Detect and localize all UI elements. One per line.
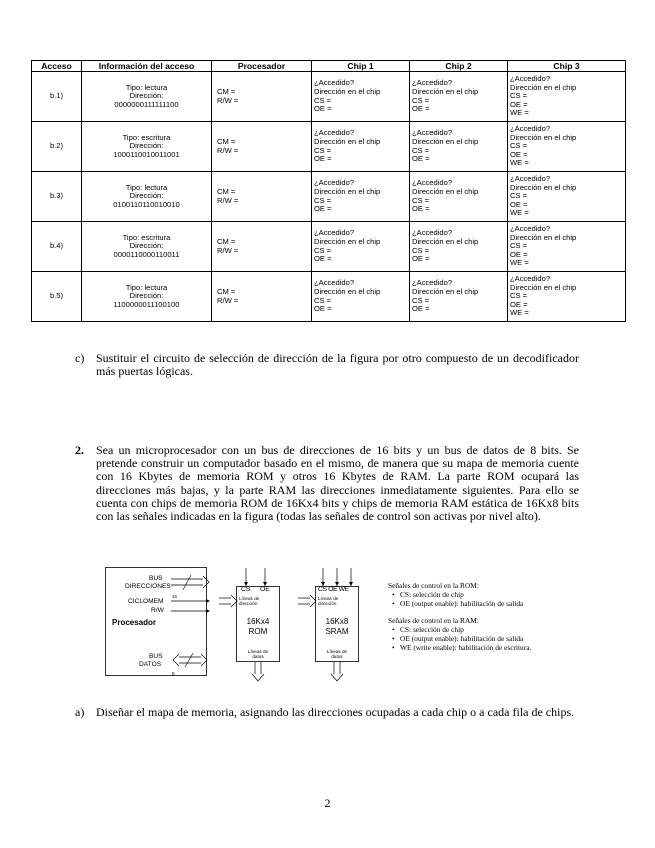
chip-field: Dirección en el chip [412,286,479,296]
chip-field: OE = [510,249,528,259]
cell-procesador [212,72,312,122]
address-value: 1100000011100100 [113,299,180,309]
chip-field: ¿Accedido? [412,78,453,88]
chip-field: ¿Accedido? [412,228,453,238]
chip-field: OE = [510,199,528,209]
chip-field: OE = [412,304,430,314]
chip-field: ¿Accedido? [510,274,551,284]
chip-field: OE = [510,299,528,309]
access-type: Tipo: lectura [125,182,168,192]
cell-info [82,272,212,322]
address-label: Dirección: [129,91,164,101]
item-a-label: a) [75,705,85,719]
bus-datos-width: 8 [172,671,175,676]
chip-field: Dirección en el chip [510,282,577,292]
chip-field: CS = [314,245,332,255]
chip-field: WE = [510,208,529,218]
sram-data-lines-2: datos [331,654,343,659]
header-acceso: Acceso [32,61,82,72]
chip-field: CS = [510,291,528,301]
rom-name: ROM [248,627,268,636]
rom-notes-title: Señales de control en la ROM: [388,581,479,590]
sram-address-lines-2: dirección [318,601,337,606]
chip-field: OE = [314,104,332,114]
table-row [32,222,626,272]
chip-field: ¿Accedido? [412,128,453,138]
table-row [32,272,626,322]
sram-size: 16Kx8 [325,617,349,626]
cell-acceso: b.4) [32,222,82,272]
cell-chip3 [508,222,626,272]
chip-field: CS = [314,295,332,305]
cell-procesador [212,172,312,222]
ram-notes-title: Señales de control en la RAM: [388,615,479,625]
cell-acceso: b.5) [32,272,82,322]
proc-signal: CM = [217,186,236,196]
chip-field: OE = [510,99,528,109]
chip-field: CS = [412,145,430,155]
chip-field: OE = [314,254,332,264]
rom-data-lines-1: Líneas de [247,649,269,654]
chip-field: Dirección en el chip [314,236,381,246]
cell-acceso: b.3) [32,172,82,222]
ram-note-item: • WE (write enable): habilitación de escritura. [388,643,531,652]
cell-chip3 [508,122,626,172]
item-c-text: Sustituir el circuito de selección de dirección de la figura por otro compuesto de un decodificador más puertas lógicas. [96,351,579,379]
header-procesador: Procesador [212,61,312,72]
chip-field: CS = [510,91,528,101]
chip-field: Dirección en el chip [510,182,577,192]
proc-signal: R/W = [217,195,239,205]
sram-address-lines [318,596,338,606]
chip-field: Dirección en el chip [510,232,577,242]
cell-chip1 [312,172,410,222]
chip-field: Dirección en el chip [314,286,381,296]
chip-field: CS = [412,295,430,305]
access-type: Tipo: escritura [122,132,171,142]
header-informacion: Información del acceso [82,61,212,72]
cell-procesador [212,272,312,322]
address-value: 0000110000110011 [113,249,180,259]
access-type: Tipo: lectura [125,82,168,92]
chip-field: CS = [412,95,430,105]
header-chip2: Chip 2 [410,61,508,72]
sram-address-lines-1: Líneas de [318,596,339,601]
cell-info [82,172,212,222]
rom-data-lines [236,649,280,659]
chip-field: CS = [314,145,332,155]
rom-size: 16Kx4 [246,617,270,626]
proc-signal: R/W = [217,295,239,305]
cell-chip2 [410,122,508,172]
sram-data-lines [315,649,359,659]
chip-field: Dirección en el chip [412,186,479,196]
page-number: 2 [324,796,331,810]
chip-field: ¿Accedido? [314,278,355,288]
item-c-label: c) [75,351,85,365]
cell-info [82,222,212,272]
cell-chip1 [312,72,410,122]
chip-field: Dirección en el chip [412,236,479,246]
address-label: Dirección: [129,291,164,301]
problem-2-text: Sea un microprocesador con un bus de direcciones de 16 bits y un bus de datos de 8 bits. Se pretende construir un computador basado en el mismo, de manera que su mapa de memoria cuente con 16 Kbytes de memoria ROM y otros 16 Kbytes de RAM. La parte ROM ocupará las direcciones más bajas, y la parte RAM las direcciones inmediatamente siguientes. Para ello se cuenta con chips de memoria ROM de 16Kx4 bits y chips de memoria RAM estática de 16Kx8 bits con las señales indicadas en la figura (todas las señales de control son activas por nivel alto). [96,443,579,524]
sram-name: SRAM [325,627,349,636]
cell-chip2 [410,272,508,322]
rom-note-item: • CS: selección de chip [388,590,531,599]
proc-signal: R/W = [217,95,239,105]
chip-field: ¿Accedido? [314,128,355,138]
chip-field: Dirección en el chip [314,186,381,196]
bus-datos-label-2: DATOS [139,661,162,668]
proc-signal: CM = [217,86,236,96]
cell-chip2 [410,72,508,122]
proc-signal: CM = [217,286,236,296]
table-row [32,172,626,222]
cell-acceso: b.2) [32,122,82,172]
chip-field: ¿Accedido? [314,178,355,188]
chip-field: OE = [510,149,528,159]
chip-field: OE = [412,204,430,214]
chip-field: Dirección en el chip [314,136,381,146]
bus-dir-width: 16 [172,594,178,599]
cell-chip2 [410,172,508,222]
control-signal-notes [388,581,531,652]
rom-data-lines-2: datos [252,654,264,659]
header-chip3: Chip 3 [508,61,626,72]
bus-dir-label-1: BUS [149,575,163,582]
chip-field: Dirección en el chip [314,86,381,96]
memory-diagram [105,565,405,690]
address-value: 0000000111111100 [114,99,179,109]
address-label: Dirección: [129,241,164,251]
address-label: Dirección: [129,141,164,151]
cell-procesador [212,222,312,272]
access-type: Tipo: escritura [122,232,171,242]
address-label: Dirección: [129,191,164,201]
table-header-row [32,61,626,72]
chip-field: CS = [314,95,332,105]
cell-procesador [212,122,312,172]
chip-field: CS = [510,141,528,151]
chip-field: WE = [510,108,529,118]
chip-field: OE = [314,304,332,314]
access-type: Tipo: lectura [125,282,168,292]
address-value: 1000110010011001 [113,149,180,159]
processor-title: Procesador [112,618,157,627]
chip-field: ¿Accedido? [412,278,453,288]
chip-field: ¿Accedido? [510,174,551,184]
rom-note-item: • OE (output enable): habilitación de salida [388,599,531,608]
chip-field: ¿Accedido? [510,124,551,134]
ram-note-item: • OE (output enable): habilitación de salida [388,634,531,643]
access-table [31,60,626,322]
rw-label: R/W [151,607,164,614]
proc-signal: R/W = [217,245,239,255]
rom-cs-pin: CS [241,586,251,593]
table-row [32,72,626,122]
chip-field: OE = [314,204,332,214]
chip-field: Dirección en el chip [510,82,577,92]
chip-field: CS = [510,191,528,201]
address-value: 0100110110010010 [113,199,180,209]
proc-signal: CM = [217,136,236,146]
cell-chip3 [508,72,626,122]
chip-field: Dirección en el chip [510,132,577,142]
cell-chip3 [508,172,626,222]
cell-info [82,122,212,172]
cell-chip1 [312,222,410,272]
rom-address-lines [239,596,259,606]
chip-field: ¿Accedido? [412,178,453,188]
item-a-text: Diseñar el mapa de memoria, asignando las direcciones ocupadas a cada chip o a cada fila de chips. [96,705,575,719]
chip-field: Dirección en el chip [412,86,479,96]
chip-field: OE = [412,254,430,264]
chip-field: WE = [510,158,529,168]
chip-field: CS = [314,195,332,205]
rom-address-lines-1: Líneas de [239,596,260,601]
cell-chip2 [410,222,508,272]
ram-note-item: • CS: selección de chip [388,625,531,634]
chip-field: CS = [412,245,430,255]
rom-address-lines-2: dirección [239,601,258,606]
chip-field: ¿Accedido? [510,224,551,234]
chip-field: WE = [510,308,529,318]
rom-oe-pin: OE [260,586,270,593]
chip-field: WE = [510,258,529,268]
chip-field: Dirección en el chip [412,136,479,146]
ciclomem-label: CICLOMEM [128,598,164,605]
bus-datos-label-1: BUS [149,653,163,660]
proc-signal: CM = [217,236,236,246]
cell-acceso: b.1) [32,72,82,122]
sram-pins: CS OE WE [318,586,349,593]
chip-field: OE = [314,154,332,164]
cell-info [82,72,212,122]
table-row [32,122,626,172]
chip-field: OE = [412,104,430,114]
problem-2-number: 2. [75,443,84,457]
cell-chip1 [312,122,410,172]
proc-signal: R/W = [217,145,239,155]
chip-field: ¿Accedido? [510,74,551,84]
chip-field: ¿Accedido? [314,78,355,88]
sram-data-lines-1: Líneas de [326,649,348,654]
header-chip1: Chip 1 [312,61,410,72]
chip-field: CS = [412,195,430,205]
chip-field: ¿Accedido? [314,228,355,238]
chip-field: CS = [510,241,528,251]
cell-chip3 [508,272,626,322]
bus-dir-label-2: DIRECCIONES [125,583,171,590]
chip-field: OE = [412,154,430,164]
cell-chip1 [312,272,410,322]
